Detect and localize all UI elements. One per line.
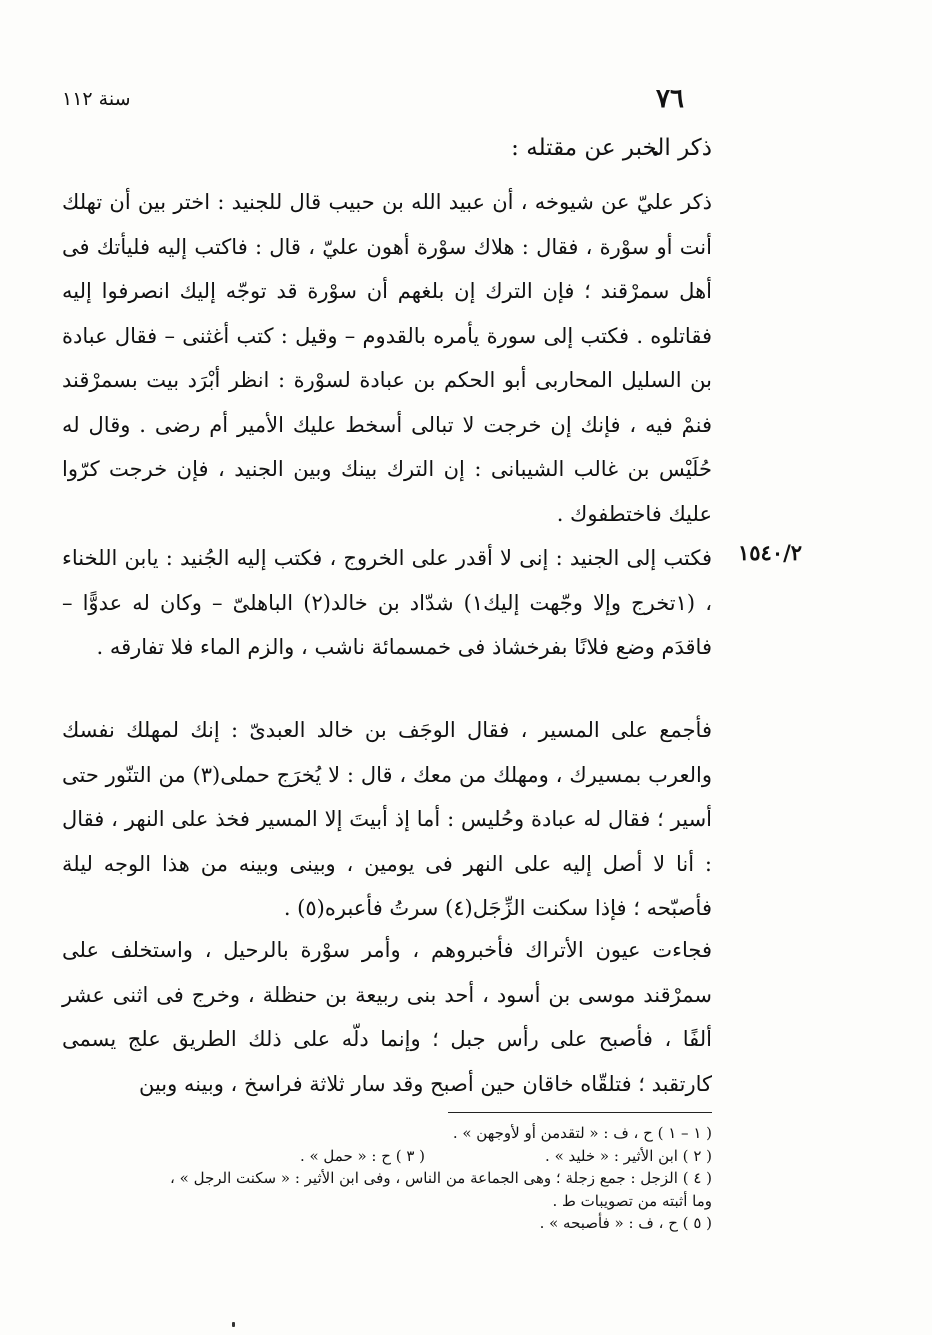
paragraph-3 <box>62 708 712 931</box>
paragraph-4 <box>62 928 712 1106</box>
paragraph-text: ذكر عليّ عن شيوخه ، أن عبيد الله بن حبيب قال للجنيد : اختر بين أن تهلك أنت أو سوْرة ، فقال : هلاك سوْرة أهون عليّ ، قال : فاكتب إليه فليأتك فى أهل سمرْقند ؛ فإن الترك إن بلغهم أن سوْرة قد توجّه إليك انصرفوا إليه فقاتلوه . فكتب إلى سورة يأمره بالقدوم – وقيل : كتب أغثنى – فقال عبادة بن السليل المحاربى أبو الحكم بن عبادة لسوْرة : انظر أبْرَد بيت بسمرْقند فنمْ فيه ، فإنك إن خرجت لا تبالى أسخط عليك الأمير أم رضى . وقال له حُلَيْس بن غالب الشيبانى : إن الترك بينك وبين الجنيد ، فإن خرجت كرّوا عليك فاختطفوك . <box>62 190 712 526</box>
footnote-row-2-3 <box>62 1145 712 1168</box>
footnote-2: ( ٢ ) ابن الأثير : « خليد » . <box>545 1146 712 1165</box>
footnote-1: ( ١ – ١ ) ح ، ف : « لتقدمن أو لأوجهن » . <box>452 1124 712 1142</box>
paragraph-1 <box>62 180 712 536</box>
paragraph-2 <box>62 536 712 670</box>
footnote-3: ( ٣ ) ح : « حمل » . <box>299 1146 426 1165</box>
section-heading: ذكر الخبر عن مقتله : <box>511 135 712 161</box>
page-number: ٧٦ <box>656 84 684 114</box>
print-speck <box>232 1322 235 1327</box>
paragraph-text: فأجمع على المسير ، فقال الوجَف بن خالد العبدىّ : إنك لمهلك نفسك والعرب بمسيرك ، ومهلك من معك ، قال : لا يُخرَج حملى(٣) من التنّور حتى أسير ؛ فقال له عبادة وحُليس : أما إذ أبيتَ إلا المسير فخذ على النهر ، فقال : أنا لا أصل إليه على النهر فى يومين ، وبينى وبينه من هذا الوجه ليلة فأصبّحه ؛ فإذا سكنت الزِّجَل(٤) سرتُ فأعبره(٥) . <box>62 718 713 920</box>
paragraph-text: فجاءت عيون الأتراك فأخبروهم ، وأمر سوْرة بالرحيل ، واستخلف على سمرْقند موسى بن أسود ، أحد بنى ربيعة بن حنظلة ، وخرج فى اثنى عشر ألفًا ، فأصبح على رأس جبل ؛ وإنما دلّه على ذلك الطريق علج يسمى كارتقبد ؛ فتلقّاه خاقان حين أصبح وقد سار ثلاثة فراسخ ، وبينه وبين <box>62 938 712 1096</box>
running-head-year: سنة ١١٢ <box>62 88 131 110</box>
footnote-5: ( ٥ ) ح ، ف : « فأصبحه » . <box>539 1214 712 1232</box>
footnote-4: ( ٤ ) الزجل : جمع زجلة ؛ وهى الجماعة من الناس ، وفى ابن الأثير : « سكنت الرجل » ، <box>170 1169 712 1187</box>
footnote-divider <box>448 1112 712 1113</box>
margin-page-reference: ١٥٤٠/٢ <box>738 540 803 565</box>
footnote-4-continued: وما أثبته من تصويبات ط . <box>552 1191 712 1210</box>
footnotes <box>62 1122 712 1235</box>
paragraph-text: فكتب إلى الجنيد : إنى لا أقدر على الخروج ، فكتب إليه الجُنيد : يابن اللخناء ، (١تخرج وإلا وجّهت إليك١) شدّاد بن خالد(٢) الباهلىّ – وكان له عدوًّا – فاقدَم وضع فلانًا بفرخشاذ فى خمسمائة ناشب ، والزم الماء فلا تفارقه . <box>62 546 712 659</box>
